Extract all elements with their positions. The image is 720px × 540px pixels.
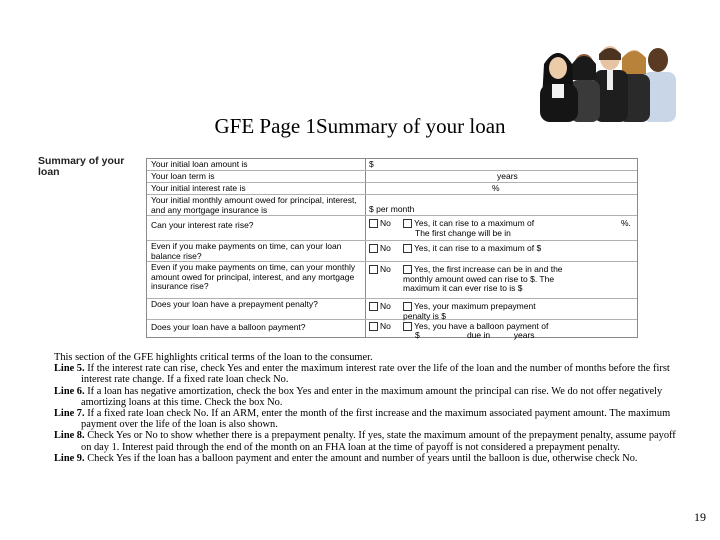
no-checkbox[interactable]	[369, 302, 378, 311]
page-title: GFE Page 1Summary of your loan	[214, 114, 506, 138]
table-row	[147, 299, 637, 320]
table-row	[147, 159, 637, 171]
note-lead: Line 6.	[54, 385, 85, 397]
note-line-8	[54, 430, 684, 452]
note-text: Check Yes or No to show whether there is a prepayment penalty. If yes, state the maximum amount of the prepayment penalty, assume payoff on day 1. Interest paid through the end of the month on an FHA loan at the time of payoff is not considered a prepayment penalty.	[81, 430, 676, 453]
yes-label: Yes, you have a balloon payment of	[414, 321, 549, 331]
yes-checkbox[interactable]	[403, 322, 412, 331]
yes-label: Yes, the first increase can be in and the monthly amount owed can rise to $	[403, 264, 563, 284]
row-question: Does your loan have a prepayment penalty?	[151, 299, 318, 309]
row-question: Your initial interest rate is	[151, 183, 246, 193]
section-label: Summary of your loan	[38, 155, 125, 178]
row-question: Even if you make payments on time, can your monthly amount owed for principal, interest, and any mortgage insurance rise?	[151, 262, 356, 291]
explanation-notes	[54, 352, 684, 464]
row-question: Can your interest rate rise?	[151, 220, 254, 230]
note-text: This section of the GFE highlights critical terms of the loan to the consumer.	[54, 352, 373, 363]
no-checkbox[interactable]	[369, 244, 378, 253]
row-answer: %	[492, 183, 500, 193]
note-lead: Line 7.	[54, 408, 85, 420]
row-answer: $ per month	[369, 204, 415, 214]
page-number: 19	[694, 510, 706, 524]
no-label: No	[380, 218, 391, 228]
table-row	[147, 171, 637, 183]
row-question: Your initial loan amount is	[151, 159, 248, 169]
yes-tail: %.	[621, 218, 631, 228]
no-label: No	[380, 301, 391, 311]
note-line-6	[54, 386, 684, 408]
row-question: Does your loan have a balloon payment?	[151, 322, 306, 332]
no-label: No	[380, 264, 391, 274]
table-row	[147, 241, 637, 262]
yes-tail: . The maximum it can ever rise to is $	[403, 273, 555, 293]
note-lead: Line 9.	[54, 452, 85, 464]
yes-label: Yes, it can rise to a maximum of $	[414, 243, 542, 253]
note-lead: Line 8.	[54, 430, 85, 442]
yes-label: Yes, it can rise to a maximum of	[414, 218, 535, 228]
note-text: If a fixed rate loan check No. If an ARM, enter the month of the first increase and the maximum associated payment amount. The maximum payment over the life of the loan is also shown.	[81, 408, 671, 431]
no-checkbox[interactable]	[369, 322, 378, 331]
no-label: No	[380, 321, 391, 331]
gfe-summary-form	[38, 156, 638, 338]
note-line-9	[54, 453, 684, 464]
row-answer: $	[369, 159, 374, 169]
note-line-7	[54, 408, 684, 430]
yes-label: Yes, your maximum prepayment penalty is $	[403, 301, 536, 321]
note-text: Check Yes if the loan has a balloon payment and enter the amount and number of years until the balloon is due, otherwise check No.	[87, 452, 638, 464]
no-checkbox[interactable]	[369, 219, 378, 228]
row-answer: years	[497, 171, 518, 181]
table-row	[147, 320, 637, 340]
note-intro	[54, 352, 684, 363]
note-lead: Line 5.	[54, 363, 85, 375]
table-row	[147, 195, 637, 216]
yes-checkbox[interactable]	[403, 244, 412, 253]
yes-checkbox[interactable]	[403, 219, 412, 228]
table-row	[147, 183, 637, 195]
note-line-5	[54, 363, 684, 385]
row-question: Your loan term is	[151, 171, 215, 181]
no-checkbox[interactable]	[369, 265, 378, 274]
yes-sub: The first change will be in	[415, 228, 511, 238]
note-text: If the interest rate can rise, check Yes and enter the maximum interest rate over the life of the loan and the number of months before the first interest rate change. If a fixed rate loan check No.	[81, 363, 670, 386]
table-row	[147, 262, 637, 299]
yes-sub: $ due in years	[415, 330, 535, 340]
row-question: Even if you make payments on time, can your loan balance rise?	[151, 241, 342, 261]
row-question: Your initial monthly amount owed for principal, interest, and any mortgage insurance is	[151, 195, 357, 215]
summary-table	[146, 158, 638, 338]
table-row	[147, 216, 637, 241]
people-photo	[522, 40, 688, 122]
no-label: No	[380, 243, 391, 253]
note-text: If a loan has negative amortization, check the box Yes and enter in the maximum amount the principal can rise. We do not offer negatively amortizing loans at this time. Check the box No.	[81, 385, 663, 408]
